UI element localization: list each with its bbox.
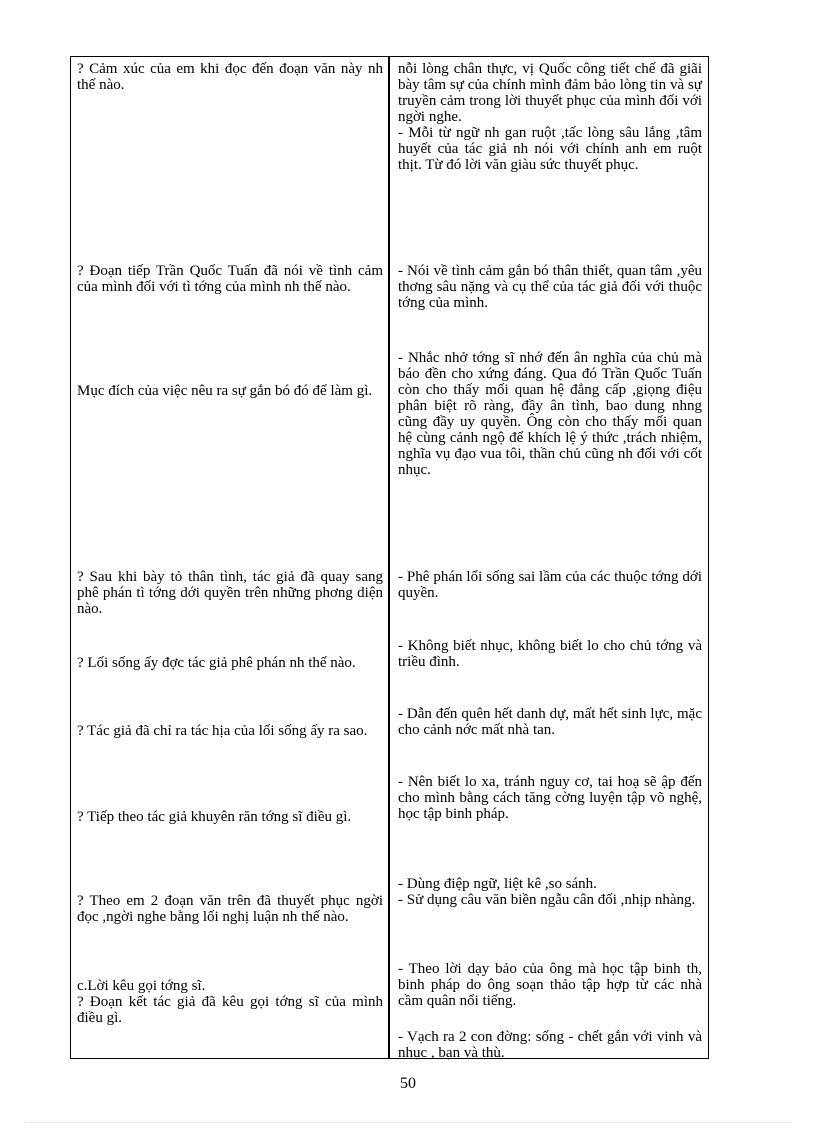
question-cell: ? Lối sống ấy đợc tác giả phê phán nh thế nào.	[77, 655, 356, 671]
answer-cell: - Dẫn đến quên hết danh dự, mất hết sinh lực, mặc cho cảnh nớc mất nhà tan.	[398, 706, 702, 738]
answer-cell: - Nói về tình cảm gắn bó thân thiết, quan tâm ,yêu thơng sâu nặng và cụ thể của tác giả đối với thuộc tớng của mình.	[398, 263, 702, 311]
question-cell: ? Theo em 2 đoạn văn trên đã thuyết phục ngời đọc ,ngời nghe bằng lối nghị luận nh thế nào.	[77, 893, 383, 925]
answer-cell: - Dùng điệp ngữ, liệt kê ,so sánh. - Sử dụng câu văn biền ngẫu cân đối ,nhịp nhàng.	[398, 876, 696, 908]
question-cell: ? Đoạn tiếp Trần Quốc Tuấn đã nói về tình cảm của mình đối với tì tớng của mình nh thế nào.	[77, 263, 383, 295]
question-cell: ? Cảm xúc của em khi đọc đến đoạn văn này nh thế nào.	[77, 61, 383, 93]
lesson-table	[70, 56, 709, 1059]
page-number: 50	[400, 1075, 416, 1092]
answer-cell: - Nên biết lo xa, tránh nguy cơ, tai hoạ sẽ ập đến cho mình bằng cách tăng cờng luyện tập võ nghệ, học tập binh pháp.	[398, 774, 702, 822]
question-cell: ? Tiếp theo tác giả khuyên răn tớng sĩ điều gì.	[77, 809, 352, 825]
question-cell: Mục đích của việc nêu ra sự gắn bó đó để làm gì.	[77, 383, 373, 399]
question-cell: ? Sau khi bày tỏ thân tình, tác giả đã quay sang phê phán tì tớng dới quyền trên những phơng diện nào.	[77, 569, 383, 617]
answer-cell: - Theo lời dạy bảo của ông mà học tập binh th, binh pháp do ông soạn thảo tập hợp từ các nhà cầm quân nổi tiếng.	[398, 961, 702, 1009]
answer-cell: - Phê phán lối sống sai lầm của các thuộc tớng dới quyền.	[398, 569, 702, 601]
answer-cell: nỗi lòng chân thực, vị Quốc công tiết chế đã giãi bày tâm sự của chính mình đảm bảo lòng tin và sự truyền cảm trong lời thuyết phục của mình đối với ngời nghe. - Mỗi từ ngữ nh gan ruột ,tấc lòng sâu lắng ,tâm huyết của tác giả nh nói với chính anh em ruột thịt. Từ đó lời văn giàu sức thuyết phục.	[398, 61, 702, 173]
answer-cell: - Không biết nhục, không biết lo cho chủ tớng và triều đình.	[398, 638, 702, 670]
question-cell: c.Lời kêu gọi tớng sĩ. ? Đoạn kết tác giả đã kêu gọi tớng sĩ của mình điều gì.	[77, 978, 383, 1026]
column-divider	[388, 57, 390, 1058]
answer-cell: - Nhắc nhở tớng sĩ nhớ đến ân nghĩa của chủ mà báo đền cho xứng đáng. Qua đó Trần Quốc Tuấn còn cho thấy mối quan hệ đẳng cấp ,giọng điệu phân biệt rõ ràng, đầy ân tình, bao dung nhng cũng đầy uy quyền. Ông còn cho thấy mối quan hệ cùng cảnh ngộ để khích lệ ý thức ,trách nhiệm, nghĩa vụ đạo vua tôi, thần chủ cũng nh đối với cốt nhục.	[398, 350, 702, 478]
answer-cell: - Vạch ra 2 con đờng: sống - chết gắn với vinh và nhục , bạn và thù.	[398, 1029, 702, 1061]
question-cell: ? Tác giả đã chỉ ra tác hịa của lối sống ấy ra sao.	[77, 723, 368, 739]
